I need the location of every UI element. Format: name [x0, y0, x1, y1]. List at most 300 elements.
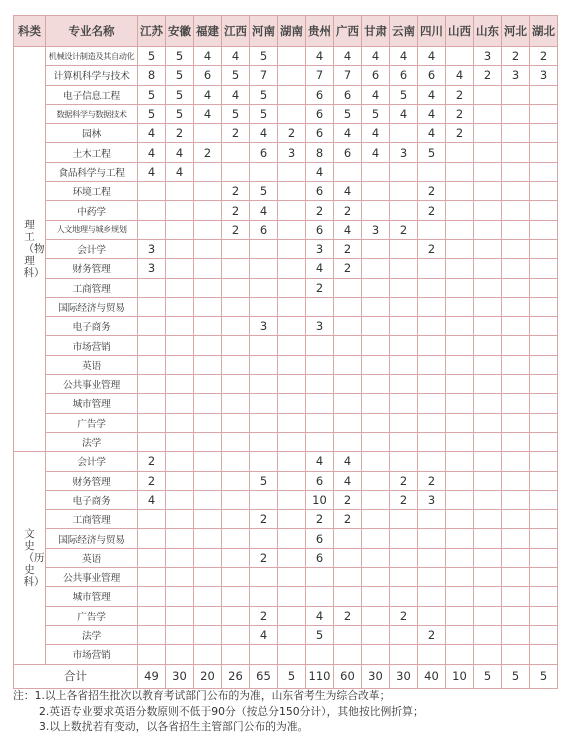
- major-name-cell: 电子商务: [46, 490, 138, 509]
- quota-cell: [418, 336, 446, 355]
- quota-cell: [278, 297, 306, 316]
- quota-cell: [334, 645, 362, 664]
- major-name-cell: 法学: [46, 432, 138, 451]
- major-name-cell: 机械设计制造及其自动化: [46, 47, 138, 66]
- major-name-cell: 广告学: [46, 413, 138, 432]
- quota-cell: [166, 413, 194, 432]
- quota-cell: [222, 490, 250, 509]
- quota-cell: [418, 220, 446, 239]
- quota-cell: [390, 452, 418, 471]
- quota-cell: [530, 394, 558, 413]
- quota-cell: [166, 548, 194, 567]
- quota-cell: 6: [306, 471, 334, 490]
- quota-cell: 7: [334, 66, 362, 85]
- quota-cell: [474, 297, 502, 316]
- quota-cell: [530, 529, 558, 548]
- quota-cell: [390, 510, 418, 529]
- quota-cell: [446, 471, 474, 490]
- table-row: [14, 568, 558, 587]
- quota-cell: [222, 471, 250, 490]
- quota-cell: [530, 568, 558, 587]
- quota-cell: 2: [418, 239, 446, 258]
- table-row: [14, 355, 558, 374]
- quota-cell: 4: [362, 85, 390, 104]
- quota-cell: [502, 124, 530, 143]
- quota-cell: [502, 587, 530, 606]
- quota-cell: [474, 201, 502, 220]
- quota-cell: [278, 490, 306, 509]
- major-name-cell: 英语: [46, 355, 138, 374]
- quota-cell: [138, 317, 166, 336]
- quota-cell: [362, 336, 390, 355]
- quota-cell: 3: [250, 317, 278, 336]
- quota-cell: 5: [166, 85, 194, 104]
- quota-cell: [502, 490, 530, 509]
- quota-cell: [278, 317, 306, 336]
- quota-cell: [530, 104, 558, 123]
- quota-cell: [530, 317, 558, 336]
- quota-cell: 2: [334, 239, 362, 258]
- quota-cell: [278, 587, 306, 606]
- table-row: [14, 529, 558, 548]
- quota-cell: [530, 587, 558, 606]
- quota-cell: 4: [446, 66, 474, 85]
- quota-cell: 4: [334, 220, 362, 239]
- quota-cell: [502, 259, 530, 278]
- quota-cell: [530, 259, 558, 278]
- quota-cell: [446, 548, 474, 567]
- major-name-cell: 工商管理: [46, 510, 138, 529]
- quota-cell: 4: [250, 201, 278, 220]
- major-name-cell: 园林: [46, 124, 138, 143]
- total-cell: 40: [418, 664, 446, 688]
- quota-cell: 2: [390, 490, 418, 509]
- quota-cell: 2: [306, 201, 334, 220]
- quota-cell: [446, 278, 474, 297]
- major-name-cell: 人文地理与城乡规划: [46, 220, 138, 239]
- quota-cell: 4: [334, 124, 362, 143]
- quota-cell: 2: [334, 490, 362, 509]
- major-name-cell: 城市管理: [46, 587, 138, 606]
- table-row: [14, 471, 558, 490]
- total-cell: 20: [194, 664, 222, 688]
- major-name-cell: 城市管理: [46, 394, 138, 413]
- quota-cell: [446, 239, 474, 258]
- category-label: 理工（物理科）: [23, 219, 45, 280]
- quota-cell: [334, 587, 362, 606]
- header-province: 江苏: [138, 16, 166, 47]
- quota-cell: [474, 510, 502, 529]
- quota-cell: [530, 413, 558, 432]
- quota-cell: [446, 394, 474, 413]
- quota-cell: [166, 432, 194, 451]
- quota-cell: [278, 606, 306, 625]
- header-province: 湖南: [278, 16, 306, 47]
- total-cell: 49: [138, 664, 166, 688]
- quota-cell: 6: [390, 66, 418, 85]
- quota-cell: 4: [334, 182, 362, 201]
- quota-cell: 2: [446, 124, 474, 143]
- quota-cell: 4: [166, 162, 194, 181]
- table-row: [14, 66, 558, 85]
- quota-cell: 2: [222, 124, 250, 143]
- quota-cell: [222, 297, 250, 316]
- quota-cell: 4: [418, 85, 446, 104]
- quota-cell: [502, 471, 530, 490]
- quota-cell: 2: [306, 278, 334, 297]
- quota-cell: 4: [390, 104, 418, 123]
- quota-cell: [446, 47, 474, 66]
- quota-cell: [222, 259, 250, 278]
- quota-cell: [474, 143, 502, 162]
- quota-cell: [474, 490, 502, 509]
- quota-cell: [502, 529, 530, 548]
- quota-cell: 4: [250, 625, 278, 644]
- quota-cell: [250, 529, 278, 548]
- quota-cell: [362, 529, 390, 548]
- quota-cell: 10: [306, 490, 334, 509]
- quota-cell: [166, 510, 194, 529]
- quota-cell: [194, 278, 222, 297]
- quota-cell: [166, 259, 194, 278]
- quota-cell: 6: [194, 66, 222, 85]
- quota-cell: [362, 182, 390, 201]
- quota-cell: [390, 645, 418, 664]
- quota-cell: [446, 317, 474, 336]
- quota-cell: [362, 471, 390, 490]
- quota-cell: [334, 297, 362, 316]
- quota-cell: [166, 606, 194, 625]
- quota-cell: [138, 394, 166, 413]
- quota-cell: 2: [194, 143, 222, 162]
- major-name-cell: 会计学: [46, 452, 138, 471]
- quota-cell: [530, 548, 558, 567]
- quota-cell: [138, 297, 166, 316]
- quota-cell: 3: [138, 239, 166, 258]
- quota-cell: 5: [138, 85, 166, 104]
- quota-cell: [278, 625, 306, 644]
- quota-cell: 4: [306, 162, 334, 181]
- quota-cell: 2: [418, 471, 446, 490]
- quota-cell: [138, 587, 166, 606]
- quota-cell: [138, 182, 166, 201]
- major-name-cell: 市场营销: [46, 336, 138, 355]
- quota-cell: [250, 162, 278, 181]
- quota-cell: [390, 259, 418, 278]
- quota-cell: 2: [530, 47, 558, 66]
- quota-cell: [194, 259, 222, 278]
- header-province: 福建: [194, 16, 222, 47]
- quota-cell: [390, 297, 418, 316]
- quota-cell: [362, 278, 390, 297]
- quota-cell: 5: [362, 104, 390, 123]
- total-cell: 60: [334, 664, 362, 688]
- total-cell: 30: [166, 664, 194, 688]
- quota-cell: 6: [334, 143, 362, 162]
- quota-cell: [194, 355, 222, 374]
- table-row: [14, 394, 558, 413]
- total-cell: 30: [390, 664, 418, 688]
- quota-cell: 6: [306, 548, 334, 567]
- quota-cell: [194, 220, 222, 239]
- quota-cell: [390, 317, 418, 336]
- quota-cell: [362, 606, 390, 625]
- quota-cell: [250, 432, 278, 451]
- quota-cell: [222, 162, 250, 181]
- quota-cell: [278, 394, 306, 413]
- quota-cell: 5: [390, 85, 418, 104]
- quota-cell: [306, 355, 334, 374]
- quota-cell: [138, 529, 166, 548]
- quota-cell: [446, 259, 474, 278]
- quota-cell: [194, 162, 222, 181]
- table-row: [14, 278, 558, 297]
- table-row: [14, 220, 558, 239]
- quota-cell: 4: [390, 47, 418, 66]
- quota-cell: [222, 336, 250, 355]
- quota-cell: 5: [306, 625, 334, 644]
- quota-cell: [334, 394, 362, 413]
- quota-cell: 4: [138, 143, 166, 162]
- quota-cell: [474, 278, 502, 297]
- quota-cell: [530, 336, 558, 355]
- quota-cell: 3: [390, 143, 418, 162]
- quota-cell: [222, 587, 250, 606]
- major-name-cell: 广告学: [46, 606, 138, 625]
- quota-cell: [390, 625, 418, 644]
- quota-cell: [222, 239, 250, 258]
- major-name-cell: 电子商务: [46, 317, 138, 336]
- major-name-cell: 国际经济与贸易: [46, 529, 138, 548]
- quota-cell: [250, 297, 278, 316]
- quota-cell: [390, 568, 418, 587]
- quota-cell: 2: [418, 182, 446, 201]
- quota-cell: [222, 394, 250, 413]
- category-cell: [14, 47, 46, 452]
- quota-cell: [390, 375, 418, 394]
- quota-cell: 4: [138, 490, 166, 509]
- quota-cell: [362, 201, 390, 220]
- quota-cell: [390, 239, 418, 258]
- quota-cell: 6: [306, 182, 334, 201]
- major-name-cell: 会计学: [46, 239, 138, 258]
- quota-cell: [446, 452, 474, 471]
- quota-cell: [138, 375, 166, 394]
- quota-cell: [306, 587, 334, 606]
- quota-cell: 2: [334, 259, 362, 278]
- quota-cell: [334, 278, 362, 297]
- quota-cell: [194, 413, 222, 432]
- quota-cell: [418, 529, 446, 548]
- quota-cell: [222, 317, 250, 336]
- quota-cell: [278, 220, 306, 239]
- quota-cell: 4: [222, 47, 250, 66]
- quota-cell: [390, 413, 418, 432]
- major-name-cell: 公共事业管理: [46, 568, 138, 587]
- table-row: [14, 259, 558, 278]
- quota-cell: [194, 606, 222, 625]
- quota-cell: [474, 124, 502, 143]
- quota-cell: 5: [250, 104, 278, 123]
- quota-cell: [418, 355, 446, 374]
- quota-cell: [334, 548, 362, 567]
- quota-cell: [502, 220, 530, 239]
- table-row: [14, 182, 558, 201]
- quota-cell: [166, 220, 194, 239]
- quota-cell: [390, 162, 418, 181]
- quota-cell: [166, 239, 194, 258]
- table-row: [14, 85, 558, 104]
- quota-cell: [166, 452, 194, 471]
- quota-cell: [474, 336, 502, 355]
- quota-cell: 7: [250, 66, 278, 85]
- header-major: 专业名称: [46, 16, 138, 47]
- quota-cell: [530, 355, 558, 374]
- quota-cell: 2: [334, 201, 362, 220]
- quota-cell: [418, 568, 446, 587]
- quota-cell: [502, 432, 530, 451]
- quota-cell: [334, 529, 362, 548]
- category-label: 文史（历史科）: [23, 527, 45, 588]
- quota-cell: [278, 66, 306, 85]
- quota-cell: [502, 452, 530, 471]
- quota-cell: [390, 394, 418, 413]
- quota-cell: [334, 336, 362, 355]
- quota-cell: 6: [306, 529, 334, 548]
- total-cell: 5: [502, 664, 530, 688]
- quota-cell: [474, 452, 502, 471]
- quota-cell: [418, 510, 446, 529]
- quota-cell: [390, 201, 418, 220]
- quota-cell: [306, 375, 334, 394]
- quota-cell: [194, 239, 222, 258]
- quota-cell: [222, 529, 250, 548]
- quota-cell: [446, 568, 474, 587]
- quota-cell: [334, 625, 362, 644]
- quota-cell: [166, 529, 194, 548]
- quota-cell: [138, 568, 166, 587]
- quota-cell: [138, 201, 166, 220]
- quota-cell: 4: [138, 162, 166, 181]
- quota-cell: [474, 413, 502, 432]
- quota-cell: [390, 529, 418, 548]
- quota-cell: [530, 432, 558, 451]
- quota-cell: [474, 568, 502, 587]
- quota-cell: 8: [138, 66, 166, 85]
- footnote-1: 注：1.以上各省招生批次以教育考试部门公布的为准，山东省考生为综合改革；: [13, 689, 391, 702]
- quota-cell: 6: [250, 220, 278, 239]
- major-name-cell: 食品科学与工程: [46, 162, 138, 181]
- quota-cell: 2: [166, 124, 194, 143]
- quota-cell: 2: [390, 220, 418, 239]
- quota-cell: [194, 625, 222, 644]
- table-row: [14, 124, 558, 143]
- quota-cell: 3: [362, 220, 390, 239]
- quota-cell: [502, 394, 530, 413]
- quota-cell: 6: [362, 66, 390, 85]
- quota-cell: [278, 355, 306, 374]
- quota-cell: 7: [306, 66, 334, 85]
- quota-cell: [446, 645, 474, 664]
- header-province: 山东: [474, 16, 502, 47]
- footnotes: [13, 688, 563, 735]
- quota-cell: [474, 259, 502, 278]
- quota-cell: [334, 317, 362, 336]
- quota-cell: 3: [306, 317, 334, 336]
- quota-cell: [530, 452, 558, 471]
- quota-cell: [362, 162, 390, 181]
- header-province: 江西: [222, 16, 250, 47]
- quota-cell: [306, 336, 334, 355]
- quota-cell: [334, 162, 362, 181]
- total-cell: 65: [250, 664, 278, 688]
- quota-cell: [334, 375, 362, 394]
- table-row: [14, 452, 558, 471]
- quota-cell: 4: [362, 143, 390, 162]
- quota-cell: [502, 413, 530, 432]
- table-row: [14, 490, 558, 509]
- header-province: 云南: [390, 16, 418, 47]
- quota-cell: [138, 220, 166, 239]
- quota-cell: [446, 490, 474, 509]
- quota-cell: [306, 394, 334, 413]
- quota-cell: 2: [390, 471, 418, 490]
- quota-cell: [390, 587, 418, 606]
- quota-cell: [362, 452, 390, 471]
- quota-cell: 5: [250, 47, 278, 66]
- header-province: 贵州: [306, 16, 334, 47]
- quota-cell: [446, 432, 474, 451]
- quota-cell: [362, 317, 390, 336]
- footnote-3: 3.以上数扰若有变动，以各省招生主管部门公布的为准。: [39, 720, 309, 733]
- quota-cell: [194, 587, 222, 606]
- quota-cell: [278, 452, 306, 471]
- quota-cell: 2: [222, 220, 250, 239]
- table-row: [14, 587, 558, 606]
- quota-cell: 2: [138, 471, 166, 490]
- table-row: [14, 432, 558, 451]
- quota-cell: [502, 568, 530, 587]
- quota-cell: [530, 606, 558, 625]
- quota-cell: [250, 413, 278, 432]
- quota-cell: [250, 239, 278, 258]
- quota-cell: 4: [166, 143, 194, 162]
- quota-cell: 3: [138, 259, 166, 278]
- quota-cell: 6: [418, 66, 446, 85]
- quota-cell: [530, 124, 558, 143]
- quota-cell: [278, 375, 306, 394]
- quota-cell: [474, 432, 502, 451]
- quota-cell: [418, 606, 446, 625]
- header-province: 山西: [446, 16, 474, 47]
- quota-cell: [166, 625, 194, 644]
- major-name-cell: 法学: [46, 625, 138, 644]
- quota-cell: [194, 529, 222, 548]
- quota-cell: [194, 432, 222, 451]
- table-row: [14, 510, 558, 529]
- quota-cell: [222, 625, 250, 644]
- major-name-cell: 市场营销: [46, 645, 138, 664]
- quota-cell: 5: [250, 85, 278, 104]
- quota-cell: [138, 510, 166, 529]
- quota-cell: [502, 182, 530, 201]
- header-province: 四川: [418, 16, 446, 47]
- quota-cell: 2: [334, 510, 362, 529]
- quota-cell: [474, 239, 502, 258]
- quota-cell: [530, 375, 558, 394]
- table-row: [14, 413, 558, 432]
- table-body: [14, 47, 558, 689]
